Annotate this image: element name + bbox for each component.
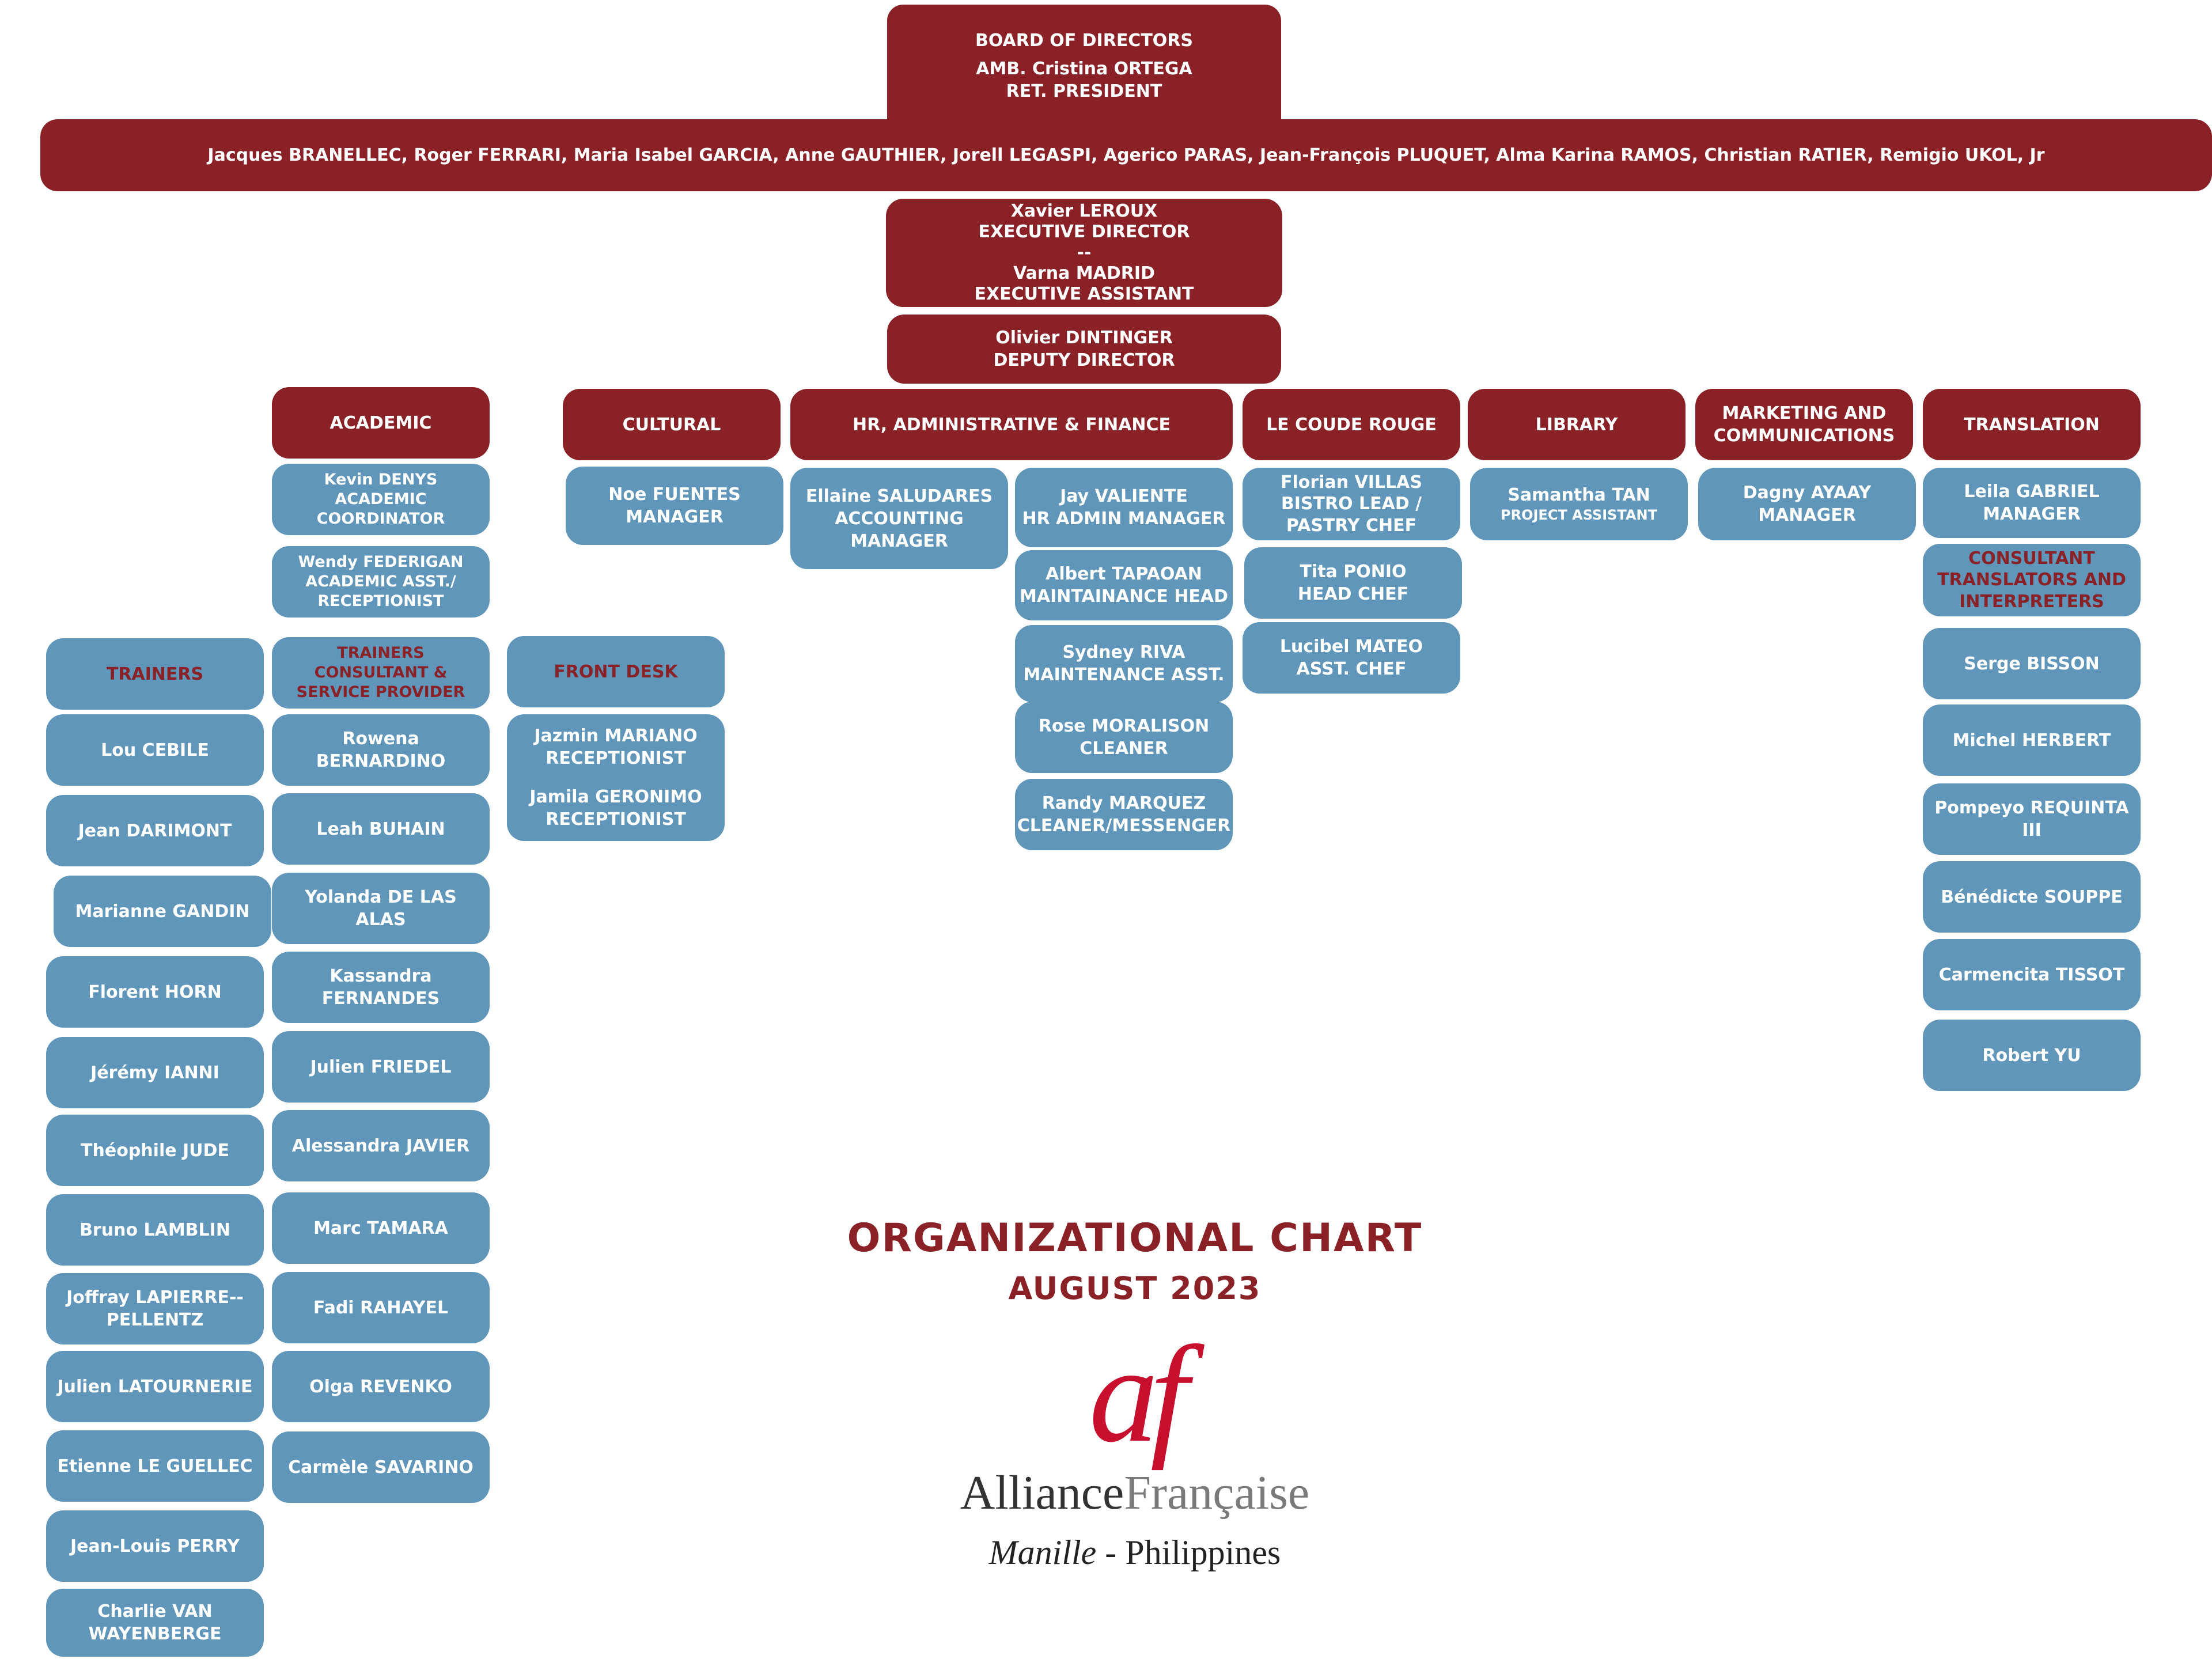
front-desk-header <box>507 636 725 707</box>
translation-manager <box>1923 468 2141 538</box>
dept-coude-rouge <box>1243 389 1460 460</box>
dept-cultural-label: CULTURAL <box>622 414 721 435</box>
person-name: Jamila GERONIMO <box>529 787 702 807</box>
logo-word-alliance: Alliance <box>960 1466 1124 1520</box>
trainer <box>46 1037 264 1108</box>
alliance-francaise-wordmark <box>806 1466 1463 1520</box>
trainer <box>46 1510 264 1582</box>
hr-accounting-manager <box>790 468 1008 569</box>
logo-word-francaise: Française <box>1124 1466 1310 1520</box>
board-president-name: AMB. Cristina ORTEGA <box>976 58 1192 79</box>
person-name: Tita PONIO <box>1300 562 1407 582</box>
person-name: Jay VALIENTE <box>1060 486 1188 506</box>
person-name: Noe FUENTES <box>608 484 741 505</box>
person-name: Joffray LAPIERRE--PELLENTZ <box>66 1287 244 1330</box>
person-name: Dagny AYAAY <box>1743 483 1872 503</box>
front-desk-staff <box>507 714 725 841</box>
hr-staff <box>1015 779 1233 850</box>
person-name: Jérémy IANNI <box>90 1062 219 1083</box>
person-title: HEAD CHEF <box>1297 584 1409 604</box>
coude-staff <box>1243 622 1460 694</box>
person-name: Sydney RIVA <box>1062 642 1185 662</box>
trainer <box>46 1273 264 1344</box>
person-name: Marianne GANDIN <box>75 901 250 922</box>
person-name: Samantha TAN <box>1508 484 1650 505</box>
person-name: Randy MARQUEZ <box>1041 793 1206 813</box>
person-title: BISTRO LEAD / <box>1281 494 1422 514</box>
translator <box>1923 939 2141 1010</box>
person-name: Lucibel MATEO <box>1279 637 1423 657</box>
hr-staff <box>1015 550 1233 620</box>
person-title: PROJECT ASSISTANT <box>1501 506 1657 523</box>
board-members-box <box>40 119 2212 191</box>
person-name: Charlie VAN WAYENBERGE <box>88 1601 222 1644</box>
group-label: INTERPRETERS <box>1959 591 2104 612</box>
person-name: Robert YU <box>1982 1045 2081 1066</box>
logo-country: Philippines <box>1125 1533 1281 1571</box>
consultant-trainer <box>272 952 490 1023</box>
consultant-trainer <box>272 873 490 944</box>
deputy-director-box <box>887 315 1281 384</box>
alliance-francaise-logo-mark: af <box>1089 1317 1181 1471</box>
trainer <box>46 1430 264 1502</box>
translator <box>1923 628 2141 699</box>
dept-cultural <box>563 389 781 460</box>
consultant-trainer <box>272 1031 490 1103</box>
person-name: Ellaine SALUDARES <box>805 486 993 506</box>
academic-consultants-header <box>272 637 490 709</box>
person-name: Jazmin MARIANO <box>534 726 698 746</box>
person-name: Albert TAPAOAN <box>1046 564 1202 584</box>
person-name: Julien FRIEDEL <box>310 1056 452 1077</box>
person-name: Julien LATOURNERIE <box>57 1376 253 1397</box>
group-label: CONSULTANT & <box>314 664 448 682</box>
person-name: Fadi RAHAYEL <box>313 1297 449 1318</box>
dept-hr <box>790 389 1233 460</box>
dept-hr-label: HR, ADMINISTRATIVE & FINANCE <box>852 414 1171 435</box>
chart-date: AUGUST 2023 <box>1008 1270 1262 1306</box>
dept-academic-label: ACADEMIC <box>329 412 432 433</box>
trainer <box>46 1194 264 1266</box>
person-title: CLEANER/MESSENGER <box>1017 816 1231 836</box>
person-title: ACADEMIC ASST./ <box>305 573 456 591</box>
person-name: Alessandra JAVIER <box>291 1135 470 1156</box>
dept-marketing <box>1695 389 1913 460</box>
dept-library <box>1468 389 1685 460</box>
dept-academic <box>272 387 490 459</box>
translator <box>1923 704 2141 776</box>
logo-dash: - <box>1096 1533 1126 1571</box>
dept-translation <box>1923 389 2141 460</box>
alliance-francaise-location <box>806 1535 1463 1570</box>
executive-separator: -- <box>1077 243 1092 263</box>
coude-staff <box>1243 468 1460 540</box>
person-title: MANAGER <box>1983 504 2081 524</box>
board-title: BOARD OF DIRECTORS <box>975 30 1194 51</box>
executive-director-name: Xavier LEROUX <box>1010 201 1158 221</box>
person-name: Olga REVENKO <box>309 1376 452 1397</box>
group-label: FRONT DESK <box>554 661 678 682</box>
translator <box>1923 1020 2141 1091</box>
library-staff <box>1470 468 1688 540</box>
consultant-trainer <box>272 793 490 865</box>
marketing-manager <box>1698 468 1916 540</box>
person-title: ACADEMIC <box>335 490 427 509</box>
group-label: TRANSLATORS AND <box>1937 570 2126 590</box>
translation-consultants-header <box>1923 544 2141 616</box>
trainers-header <box>46 638 264 710</box>
person-name: Leila GABRIEL <box>1964 482 2100 502</box>
person-name: Pompeyo REQUINTA III <box>1934 798 2129 840</box>
person-title: MAINTAINANCE HEAD <box>1020 586 1228 607</box>
person-title: ASST. CHEF <box>1296 659 1407 679</box>
person-title: ACCOUNTING <box>835 508 964 529</box>
person-name: Jean DARIMONT <box>78 820 232 841</box>
person-name: Carmèle SAVARINO <box>288 1457 474 1478</box>
person-title: MANAGER <box>1758 505 1856 525</box>
trainer <box>54 876 271 947</box>
trainer <box>46 1115 264 1186</box>
deputy-title: DEPUTY DIRECTOR <box>993 350 1175 370</box>
group-label: TRAINERS <box>337 644 425 662</box>
person-title: RECEPTIONIST <box>546 748 686 768</box>
group-label: TRAINERS <box>106 664 204 684</box>
executive-assistant-name: Varna MADRID <box>1013 263 1155 283</box>
executive-director-title: EXECUTIVE DIRECTOR <box>978 222 1190 242</box>
person-name: Florent HORN <box>88 982 222 1002</box>
logo-city: Manille <box>988 1533 1097 1571</box>
dept-coude-rouge-label: LE COUDE ROUGE <box>1266 414 1437 435</box>
person-title: MAINTENANCE ASST. <box>1023 665 1225 685</box>
person-name: Marc TAMARA <box>313 1218 448 1238</box>
consultant-trainer <box>272 1351 490 1422</box>
executive-box <box>886 199 1282 307</box>
chart-title: ORGANIZATIONAL CHART <box>847 1215 1423 1261</box>
person-name: Leah BUHAIN <box>316 819 445 839</box>
board-president-title: RET. PRESIDENT <box>1006 81 1162 101</box>
person-title: COORDINATOR <box>316 509 445 528</box>
academic-assistant <box>272 546 490 618</box>
trainer <box>46 1351 264 1422</box>
dept-library-label: LIBRARY <box>1535 414 1618 435</box>
trainer <box>46 714 264 786</box>
person-name: Rowena BERNARDINO <box>316 729 446 771</box>
consultant-trainer <box>272 714 490 786</box>
person-title: MANAGER <box>850 531 948 551</box>
person-name: Serge BISSON <box>1964 653 2100 674</box>
trainer <box>46 795 264 866</box>
person-title: PASTRY CHEF <box>1286 515 1417 536</box>
person-name: Rose MORALISON <box>1038 716 1210 736</box>
trainer <box>46 1589 264 1657</box>
hr-staff <box>1015 702 1233 773</box>
person-name: Kassandra FERNANDES <box>321 966 440 1009</box>
person-name: Florian VILLAS <box>1281 472 1422 493</box>
dept-marketing-label: MARKETING AND COMMUNICATIONS <box>1713 403 1895 446</box>
board-members: Jacques BRANELLEC, Roger FERRARI, Maria Isabel GARCIA, Anne GAUTHIER, Jorell LEGASPI, Agerico PARAS, Jean-François PLUQUET, Alma Karina RAMOS, Christian RATIER, Remigio UKOL, Jr <box>207 145 2045 165</box>
person-name: Kevin DENYS <box>324 471 438 489</box>
translator <box>1923 783 2141 855</box>
person-title: MANAGER <box>626 507 724 527</box>
cultural-manager <box>566 467 783 545</box>
person-name: Wendy FEDERIGAN <box>298 553 464 571</box>
board-of-directors-box <box>887 5 1281 127</box>
academic-coordinator <box>272 464 490 535</box>
person-name: Théophile JUDE <box>81 1140 229 1161</box>
person-name: Bénédicte SOUPPE <box>1941 887 2123 907</box>
consultant-trainer <box>272 1110 490 1181</box>
hr-staff <box>1015 625 1233 702</box>
person-name: Jean-Louis PERRY <box>70 1536 240 1556</box>
person-title: HR ADMIN MANAGER <box>1022 509 1226 529</box>
dept-translation-label: TRANSLATION <box>1964 414 2100 435</box>
consultant-trainer <box>272 1272 490 1343</box>
executive-assistant-title: EXECUTIVE ASSISTANT <box>974 284 1194 304</box>
group-label: SERVICE PROVIDER <box>296 683 465 701</box>
person-title: RECEPTIONIST <box>317 592 444 610</box>
group-label: CONSULTANT <box>1968 548 2095 569</box>
person-title: RECEPTIONIST <box>546 809 686 830</box>
person-name: Yolanda DE LAS ALAS <box>305 887 457 930</box>
deputy-name: Olivier DINTINGER <box>995 328 1173 348</box>
person-name: Etienne LE GUELLEC <box>57 1456 253 1476</box>
consultant-trainer <box>272 1431 490 1503</box>
coude-staff <box>1244 547 1462 619</box>
translator <box>1923 861 2141 933</box>
hr-staff <box>1015 468 1233 547</box>
trainer <box>46 956 264 1028</box>
consultant-trainer <box>272 1192 490 1264</box>
person-name: Michel HERBERT <box>1952 730 2111 751</box>
person-name: Carmencita TISSOT <box>1938 964 2125 985</box>
person-title: CLEANER <box>1080 738 1168 759</box>
person-name: Lou CEBILE <box>101 740 209 760</box>
person-name: Bruno LAMBLIN <box>79 1219 230 1240</box>
